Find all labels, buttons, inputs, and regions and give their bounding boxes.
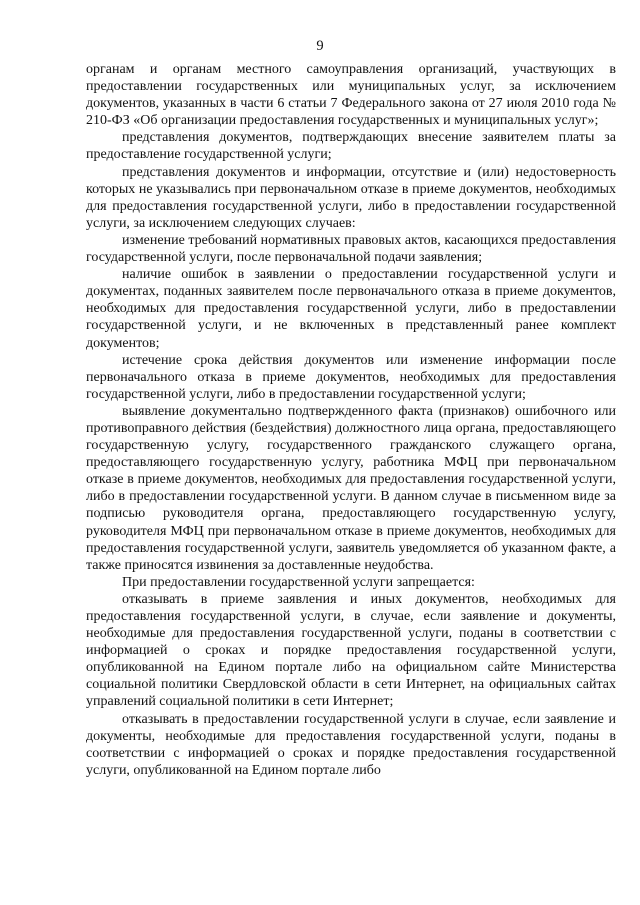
paragraph: органам и органам местного самоуправления организаций, участвующих в предоставлении государственных или муниципальных услуг, за исключением документов, указанных в части 6 статьи 7 Федерального закона от 27 июля 2010 года № 210-ФЗ «Об организации предоставления государственных и муниципальных услуг»; [86, 62, 616, 129]
paragraph: истечение срока действия документов или изменение информации после первоначального отказа в приеме документов, необходимых для предоставления государственной услуги, либо в предоставлении государственной услуги; [86, 352, 616, 402]
paragraph: представления документов, подтверждающих внесение заявителем платы за предоставление государственной услуги; [86, 130, 616, 163]
paragraph: наличие ошибок в заявлении о предоставлении государственной услуги и документах, поданных заявителем после первоначального отказа в приеме документов, необходимых для предоставления государственной услуги, либо в предоставлении государственной услуги, и не включенных в представленный ранее комплект документов; [86, 267, 616, 351]
document-body [86, 61, 616, 779]
paragraph: изменение требований нормативных правовых актов, касающихся предоставления государственной услуги, после первоначальной подачи заявления; [86, 232, 616, 266]
paragraph-last: отказывать в предоставлении государственной услуги в случае, если заявление и документы, необходимые для предоставления государственной услуги, поданы в соответствии с информацией о сроках и порядке предоставления государственной услуги, опубликованной на Едином портале либо [86, 711, 616, 778]
paragraph: При предоставлении государственной услуги запрещается: [122, 574, 475, 590]
paragraph: представления документов и информации, отсутствие и (или) недостоверность которых не указывались при первоначальном отказе в приеме документов, необходимых для предоставления государственной услуги, либо в предоставлении государственной услуги, за исключением следующих случаев: [86, 164, 616, 231]
page-number: 9 [316, 38, 324, 54]
paragraph: выявление документально подтвержденного факта (признаков) ошибочного или противоправного действия (бездействия) должностного лица органа, предоставляющего государственную услугу, государственного гражданского служащего органа, предоставляющего государственную услугу, работника МФЦ при первоначальном отказе в приеме документов, необходимых для предоставления государственной услуги, либо в предоставлении государственной услуги. В данном случае в письменном виде за подписью руководителя органа, предоставляющего государственную услугу, руководителя МФЦ при первоначальном отказе в приеме документов, необходимых для предоставления государственной услуги, заявитель уведомляется об указанном факте, а также приносятся извинения за доставленные неудобства. [86, 403, 616, 573]
paragraph: отказывать в приеме заявления и иных документов, необходимых для предоставления государственной услуги, в случае, если заявление и документы, необходимые для предоставления государственной услуги, поданы в соответствии с информацией о сроках и порядке предоставления государственной услуги, опубликованной на Едином портале либо на официальном сайте Министерства социальной политики Свердловской области в сети Интернет, на официальных сайтах управлений социальной политики в сети Интернет; [86, 591, 616, 710]
